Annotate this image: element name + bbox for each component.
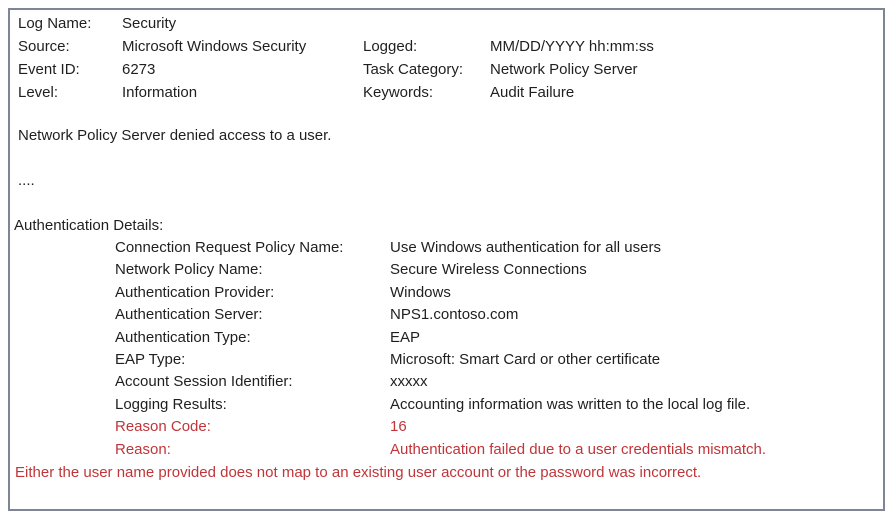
eap-type-value: Microsoft: Smart Card or other certificate: [390, 351, 661, 369]
authentication-server-label: Authentication Server:: [115, 306, 263, 324]
authentication-type-label: Authentication Type:: [115, 328, 251, 346]
auth-row-account-session-identifier: [10, 371, 883, 393]
level-value: Information: [122, 84, 198, 101]
auth-row-logging-results: [10, 394, 883, 416]
reason-value: Authentication failed due to a user credentials mismatch.: [390, 440, 767, 458]
task-category-label: Task Category:: [363, 61, 464, 78]
auth-details-title: Authentication Details:: [14, 217, 164, 234]
source-value: Microsoft Windows Security: [122, 38, 307, 55]
header-row-eventid-taskcategory: [10, 58, 883, 81]
auth-row-network-policy: [10, 259, 883, 281]
auth-row-authentication-provider: [10, 282, 883, 304]
empty-value: [490, 12, 883, 35]
reason-code-label: Reason Code:: [115, 418, 211, 436]
auth-row-reason: [10, 439, 883, 461]
auth-row-connection-request-policy: [10, 237, 883, 259]
event-description: Network Policy Server denied access to a user.: [18, 127, 332, 144]
ellipsis-text: ....: [18, 172, 35, 189]
log-name-label: Log Name:: [18, 15, 92, 32]
task-category-value: Network Policy Server: [490, 61, 638, 78]
authentication-provider-value: Windows: [390, 283, 451, 301]
event-header: [10, 10, 883, 104]
auth-row-eap-type: [10, 349, 883, 371]
authentication-provider-label: Authentication Provider:: [115, 283, 275, 301]
header-row-log-name: [10, 12, 883, 35]
eap-type-label: EAP Type:: [115, 351, 186, 369]
event-id-label: Event ID:: [18, 61, 80, 78]
header-row-source-logged: [10, 35, 883, 58]
event-log-panel: [8, 8, 885, 511]
authentication-type-value: EAP: [390, 328, 421, 346]
credentials-mismatch-note: Either the user name provided does not map to an existing user account or the password was incorrect.: [15, 464, 702, 482]
reason-label: Reason:: [115, 440, 171, 458]
auth-row-reason-code: [10, 416, 883, 438]
connection-request-policy-label: Connection Request Policy Name:: [115, 239, 344, 256]
account-session-identifier-label: Account Session Identifier:: [115, 373, 293, 391]
account-session-identifier-value: xxxxx: [390, 373, 428, 391]
log-name-value: Security: [122, 15, 177, 32]
reason-code-value: 16: [390, 418, 407, 436]
auth-row-authentication-server: [10, 304, 883, 326]
logging-results-value: Accounting information was written to the local log file.: [390, 395, 751, 413]
logging-results-label: Logging Results:: [115, 395, 227, 413]
level-label: Level:: [18, 84, 59, 101]
authentication-server-value: NPS1.contoso.com: [390, 306, 519, 324]
empty-label: [363, 12, 490, 35]
source-label: Source:: [18, 38, 70, 55]
logged-label: Logged:: [363, 38, 418, 55]
connection-request-policy-value: Use Windows authentication for all users: [390, 239, 661, 256]
auth-row-authentication-type: [10, 327, 883, 349]
keywords-value: Audit Failure: [490, 84, 575, 101]
header-row-level-keywords: [10, 81, 883, 104]
network-policy-value: Secure Wireless Connections: [390, 261, 587, 279]
event-id-value: 6273: [122, 61, 156, 78]
network-policy-label: Network Policy Name:: [115, 261, 263, 279]
logged-value: MM/DD/YYYY hh:mm:ss: [490, 38, 654, 55]
keywords-label: Keywords:: [363, 84, 434, 101]
